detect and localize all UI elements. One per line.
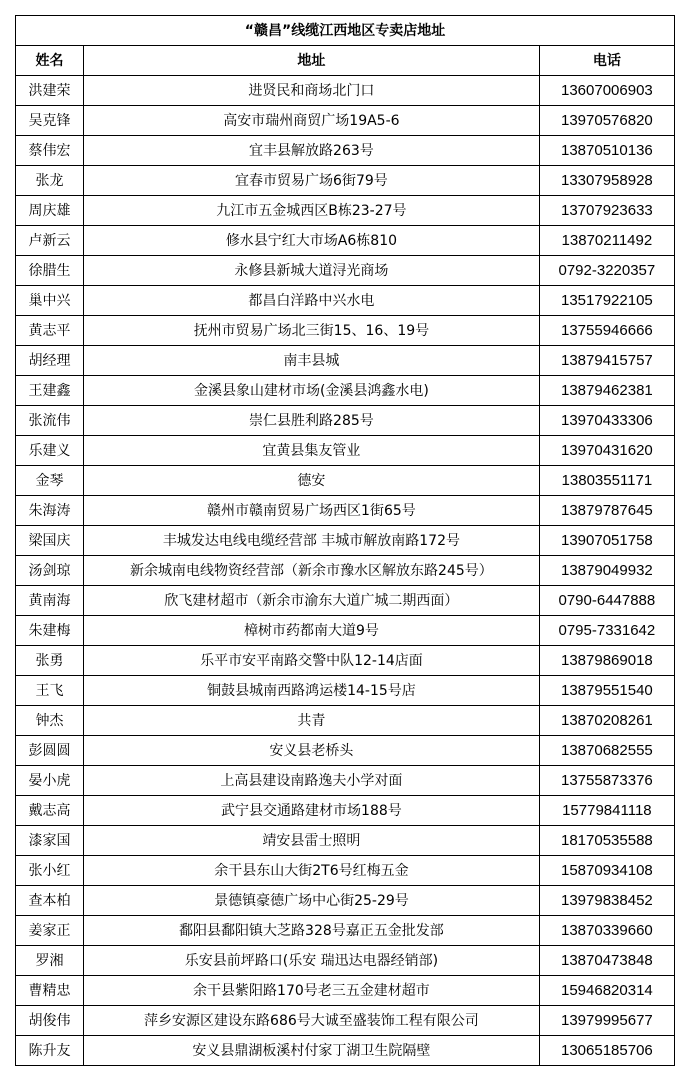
table-row [16,856,675,886]
phone-number-cell: 13803551171 [539,466,674,496]
phone-number-cell: 13870211492 [539,226,674,256]
header-address: 地址 [84,46,540,76]
store-address-cell: 赣州市赣南贸易广场西区1街65号 [84,496,540,526]
table-row [16,646,675,676]
store-address-cell: 德安 [84,466,540,496]
table-row [16,466,675,496]
table-row [16,496,675,526]
contact-name-cell: 蔡伟宏 [16,136,84,166]
contact-name-cell: 梁国庆 [16,526,84,556]
table-row [16,616,675,646]
contact-name-cell: 张勇 [16,646,84,676]
table-row [16,136,675,166]
store-address-table [15,15,675,1066]
store-address-cell: 鄱阳县鄱阳镇大芝路328号嘉正五金批发部 [84,916,540,946]
phone-number-cell: 13879787645 [539,496,674,526]
title-row [16,16,675,46]
phone-number-cell: 13607006903 [539,76,674,106]
header-row [16,46,675,76]
phone-number-cell: 13870208261 [539,706,674,736]
contact-name-cell: 汤剑琼 [16,556,84,586]
table-row [16,946,675,976]
phone-number-cell: 15870934108 [539,856,674,886]
phone-number-cell: 13879049932 [539,556,674,586]
store-address-cell: 进贤民和商场北门口 [84,76,540,106]
table-row [16,826,675,856]
phone-number-cell: 13065185706 [539,1036,674,1066]
store-address-cell: 萍乡安源区建设东路686号大诚至盛装饰工程有限公司 [84,1006,540,1036]
table-row [16,346,675,376]
table-row [16,526,675,556]
store-address-cell: 修水县宁红大市场A6栋810 [84,226,540,256]
phone-number-cell: 13870510136 [539,136,674,166]
contact-name-cell: 罗湘 [16,946,84,976]
contact-name-cell: 胡俊伟 [16,1006,84,1036]
phone-number-cell: 13970433306 [539,406,674,436]
table-row [16,436,675,466]
table-row [16,1036,675,1066]
phone-number-cell: 13970576820 [539,106,674,136]
store-address-cell: 安义县老桥头 [84,736,540,766]
contact-name-cell: 胡经理 [16,346,84,376]
contact-name-cell: 吴克锋 [16,106,84,136]
contact-name-cell: 周庆雄 [16,196,84,226]
phone-number-cell: 13979995677 [539,1006,674,1036]
store-address-cell: 宜丰县解放路263号 [84,136,540,166]
store-address-cell: 永修县新城大道浔光商场 [84,256,540,286]
phone-number-cell: 13979838452 [539,886,674,916]
contact-name-cell: 黄志平 [16,316,84,346]
store-address-cell: 抚州市贸易广场北三街15、16、19号 [84,316,540,346]
store-address-cell: 余干县东山大街2T6号红梅五金 [84,856,540,886]
table-row [16,76,675,106]
phone-number-cell: 13870339660 [539,916,674,946]
contact-name-cell: 张龙 [16,166,84,196]
phone-number-cell: 13755873376 [539,766,674,796]
table-row [16,1006,675,1036]
contact-name-cell: 姜家正 [16,916,84,946]
table-title: “赣昌”线缆江西地区专卖店地址 [16,16,675,46]
table-row [16,676,675,706]
store-address-cell: 景德镇豪德广场中心街25-29号 [84,886,540,916]
table-row [16,586,675,616]
phone-number-cell: 15779841118 [539,796,674,826]
store-address-cell: 共青 [84,706,540,736]
table-body [16,76,675,1066]
contact-name-cell: 洪建荣 [16,76,84,106]
contact-name-cell: 王建鑫 [16,376,84,406]
table-row [16,376,675,406]
contact-name-cell: 卢新云 [16,226,84,256]
phone-number-cell: 13517922105 [539,286,674,316]
store-address-cell: 崇仁县胜利路285号 [84,406,540,436]
store-address-cell: 余干县紫阳路170号老三五金建材超市 [84,976,540,1006]
phone-number-cell: 0790-6447888 [539,586,674,616]
store-address-cell: 靖安县雷士照明 [84,826,540,856]
table-row [16,976,675,1006]
table-row [16,406,675,436]
contact-name-cell: 张小红 [16,856,84,886]
store-address-cell: 丰城发达电线电缆经营部 丰城市解放南路172号 [84,526,540,556]
phone-number-cell: 15946820314 [539,976,674,1006]
contact-name-cell: 朱海涛 [16,496,84,526]
phone-number-cell: 13870682555 [539,736,674,766]
store-address-cell: 金溪县象山建材市场(金溪县鸿鑫水电) [84,376,540,406]
contact-name-cell: 张流伟 [16,406,84,436]
contact-name-cell: 彭圆圆 [16,736,84,766]
store-address-cell: 都昌白洋路中兴水电 [84,286,540,316]
store-address-cell: 乐安县前坪路口(乐安 瑞迅达电器经销部) [84,946,540,976]
contact-name-cell: 钟杰 [16,706,84,736]
store-address-cell: 铜鼓县城南西路鸿运楼14-15号店 [84,676,540,706]
store-address-cell: 乐平市安平南路交警中队12-14店面 [84,646,540,676]
contact-name-cell: 王飞 [16,676,84,706]
phone-number-cell: 18170535588 [539,826,674,856]
table-row [16,706,675,736]
store-address-cell: 武宁县交通路建材市场188号 [84,796,540,826]
store-address-cell: 高安市瑞州商贸广场19A5-6 [84,106,540,136]
contact-name-cell: 曹精忠 [16,976,84,1006]
phone-number-cell: 13879869018 [539,646,674,676]
phone-number-cell: 13879415757 [539,346,674,376]
store-address-cell: 安义县鼎湖板溪村付家丁湖卫生院隔壁 [84,1036,540,1066]
header-phone: 电话 [539,46,674,76]
store-address-cell: 宜春市贸易广场6街79号 [84,166,540,196]
contact-name-cell: 漆家国 [16,826,84,856]
contact-name-cell: 查本柏 [16,886,84,916]
store-address-cell: 新余城南电线物资经营部（新余市豫水区解放东路245号） [84,556,540,586]
contact-name-cell: 徐腊生 [16,256,84,286]
contact-name-cell: 晏小虎 [16,766,84,796]
table-row [16,226,675,256]
contact-name-cell: 戴志高 [16,796,84,826]
phone-number-cell: 13755946666 [539,316,674,346]
phone-number-cell: 13707923633 [539,196,674,226]
table-row [16,166,675,196]
table-row [16,286,675,316]
contact-name-cell: 乐建义 [16,436,84,466]
table-row [16,886,675,916]
phone-number-cell: 0792-3220357 [539,256,674,286]
store-address-cell: 宜黄县集友管业 [84,436,540,466]
table-row [16,736,675,766]
phone-number-cell: 13879551540 [539,676,674,706]
header-name: 姓名 [16,46,84,76]
table-row [16,196,675,226]
phone-number-cell: 13879462381 [539,376,674,406]
phone-number-cell: 13970431620 [539,436,674,466]
table-row [16,796,675,826]
contact-name-cell: 金琴 [16,466,84,496]
store-address-cell: 九江市五金城西区B栋23-27号 [84,196,540,226]
table-row [16,106,675,136]
phone-number-cell: 13907051758 [539,526,674,556]
contact-name-cell: 黄南海 [16,586,84,616]
table-row [16,766,675,796]
store-address-sheet [15,15,675,1066]
store-address-cell: 樟树市药都南大道9号 [84,616,540,646]
contact-name-cell: 陈升友 [16,1036,84,1066]
contact-name-cell: 巢中兴 [16,286,84,316]
phone-number-cell: 13870473848 [539,946,674,976]
table-row [16,916,675,946]
store-address-cell: 欣飞建材超市（新余市渝东大道广城二期西面） [84,586,540,616]
phone-number-cell: 0795-7331642 [539,616,674,646]
contact-name-cell: 朱建梅 [16,616,84,646]
phone-number-cell: 13307958928 [539,166,674,196]
store-address-cell: 上高县建设南路逸夫小学对面 [84,766,540,796]
table-row [16,556,675,586]
store-address-cell: 南丰县城 [84,346,540,376]
table-row [16,256,675,286]
table-row [16,316,675,346]
